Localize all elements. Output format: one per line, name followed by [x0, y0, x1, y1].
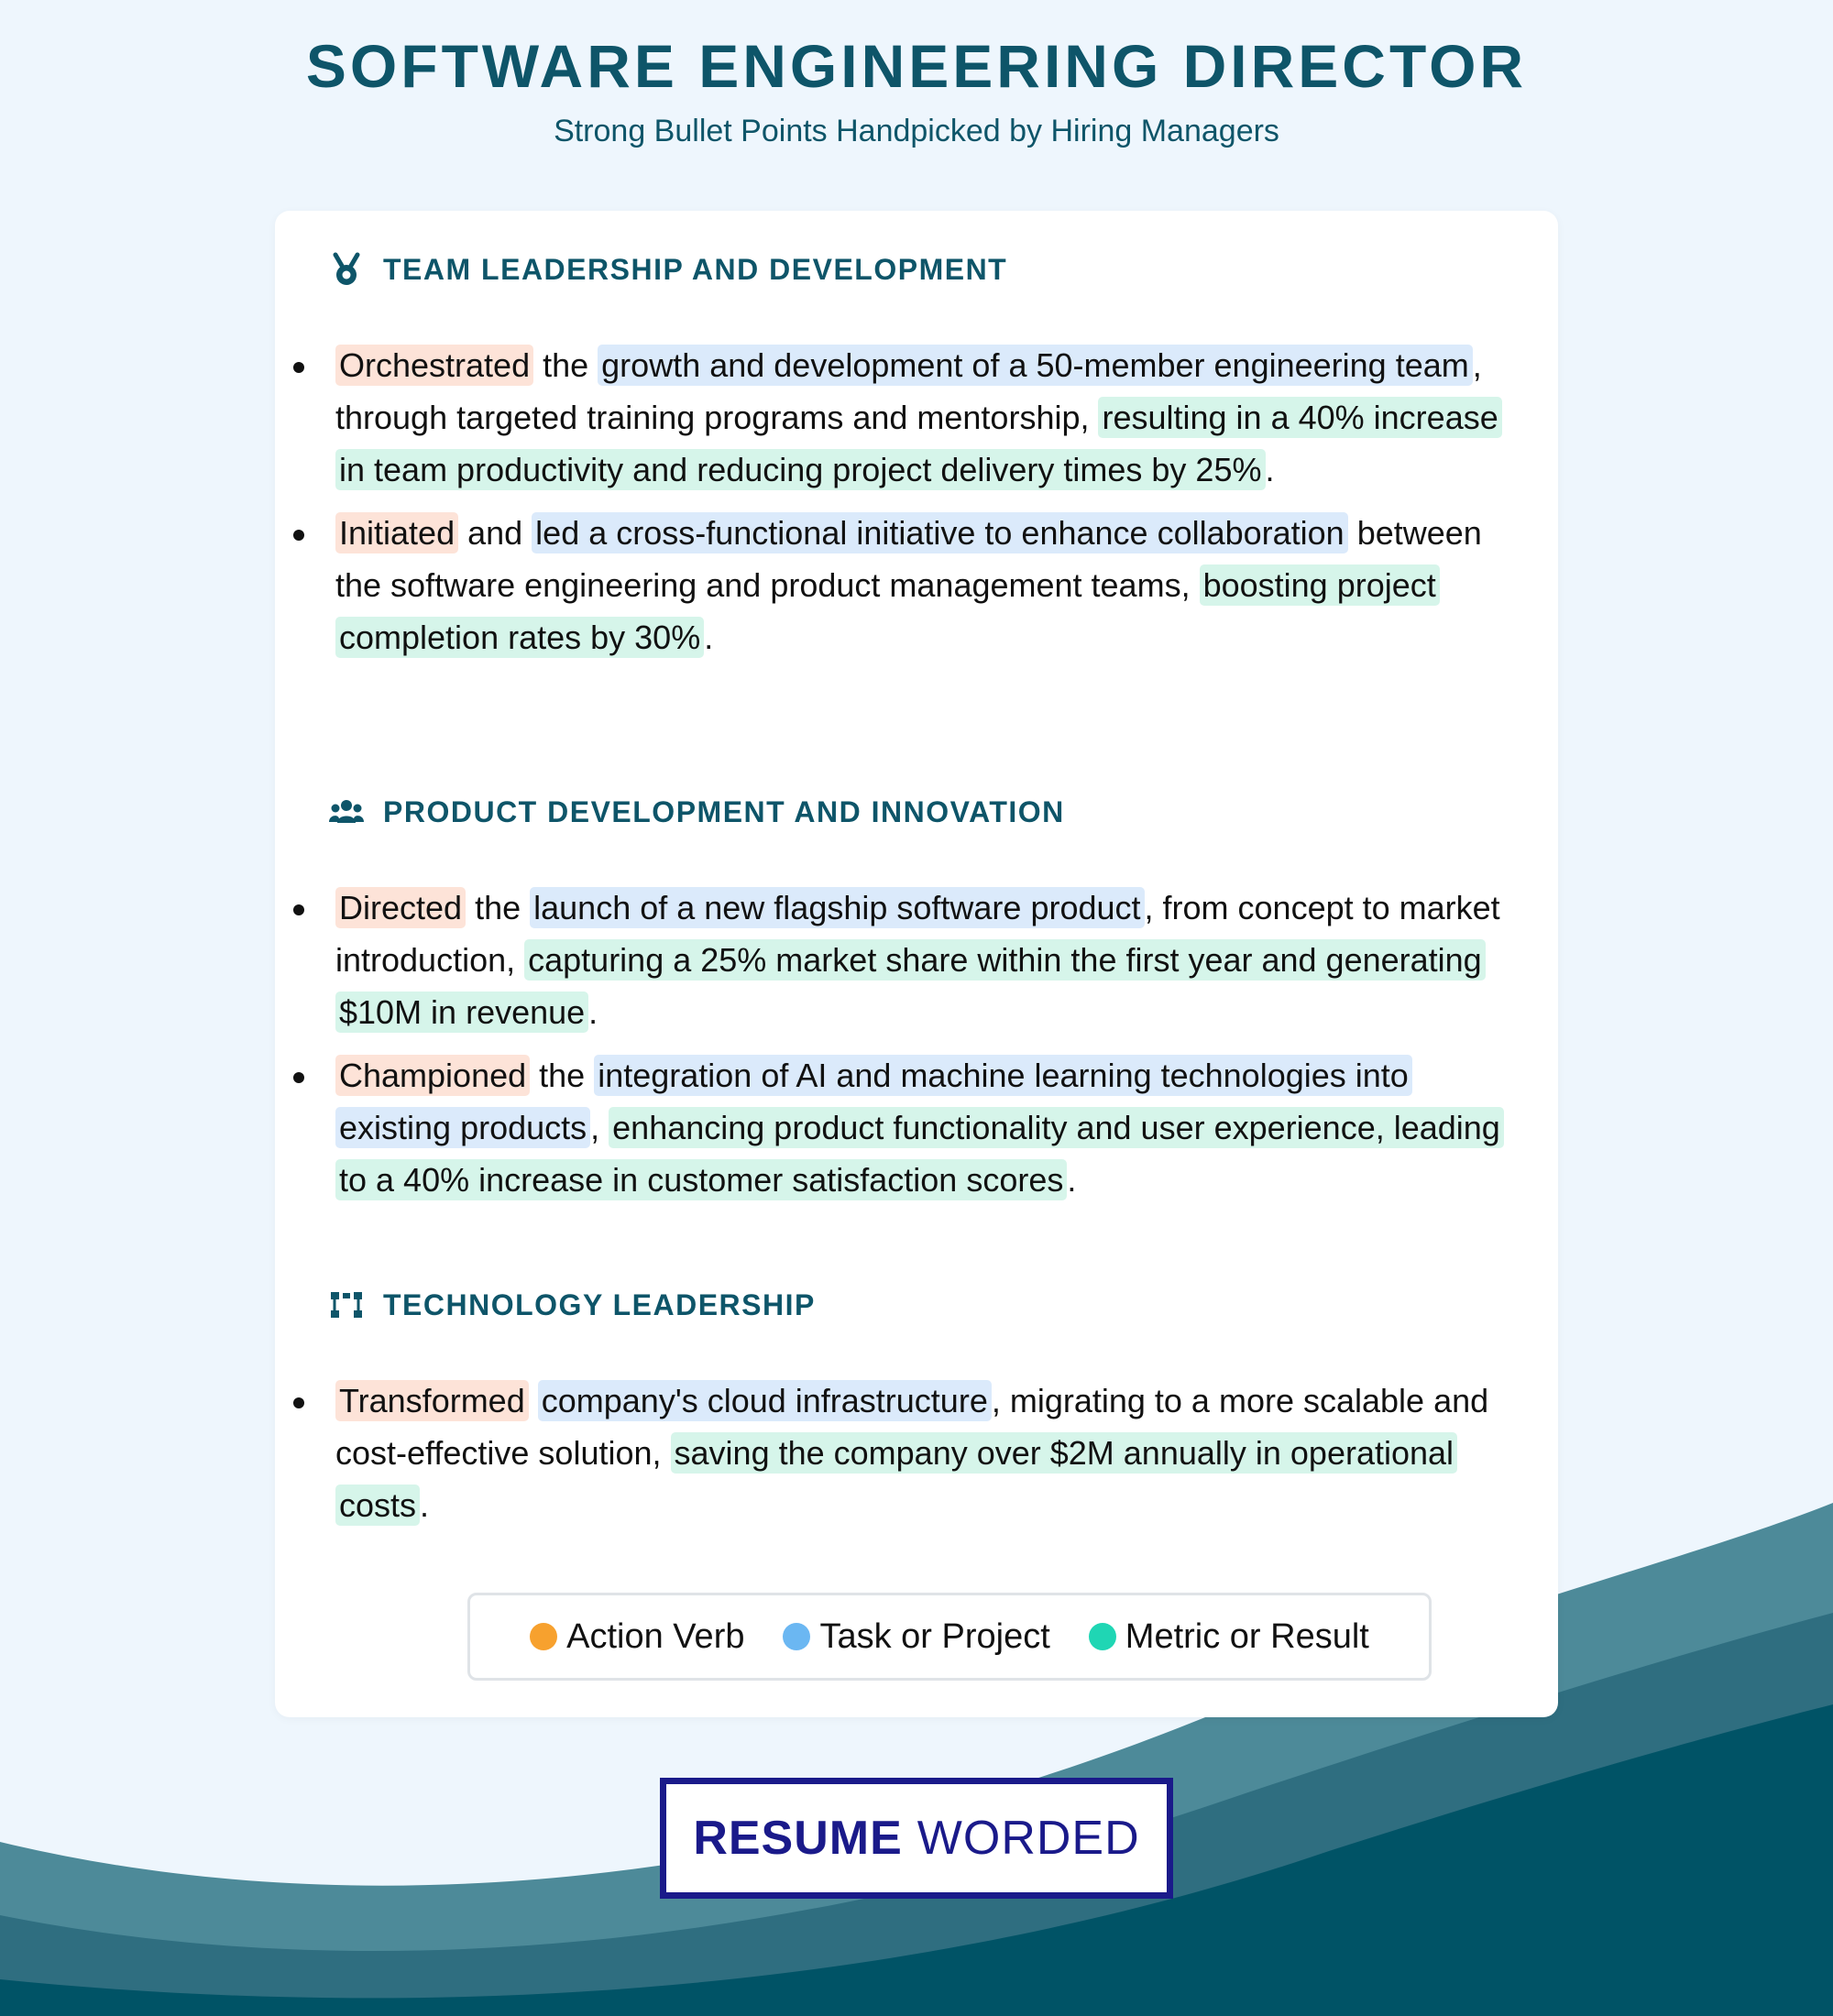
bullet-text-segment: the: [533, 346, 598, 384]
legend-item-action-verb: [530, 1617, 744, 1657]
bullet-text-segment: the: [466, 889, 531, 926]
users-icon: [328, 794, 365, 830]
action-verb-highlight: Initiated: [335, 512, 458, 553]
bullet-text-segment: , from concept to market introduction,: [335, 889, 1500, 979]
bullet-text-segment: ,: [590, 1109, 609, 1146]
section-heading-product-development: [328, 794, 1065, 830]
bullet-text: [335, 512, 1482, 658]
action-verb-highlight: Directed: [335, 887, 466, 928]
bullet-dot: [293, 1072, 304, 1083]
bullet-text: [335, 345, 1502, 490]
section-heading-team-leadership: [328, 251, 1007, 288]
section-heading-text: TEAM LEADERSHIP AND DEVELOPMENT: [383, 252, 1008, 286]
bullet-dot: [293, 904, 304, 915]
bullet-text-segment: .: [1067, 1161, 1077, 1199]
action-verb-highlight: Transformed: [335, 1380, 529, 1421]
bullet-item: [335, 339, 1527, 496]
legend-item-metric-or-result: [1089, 1617, 1369, 1657]
bullet-text-segment: .: [1265, 451, 1275, 488]
legend-swatch: [783, 1623, 810, 1650]
medal-icon: [328, 251, 365, 288]
bullet-text-segment: the: [530, 1057, 595, 1094]
task-highlight: growth and development of a 50-member engineering team: [598, 345, 1473, 386]
bullet-points-card: [275, 211, 1558, 1717]
bullet-text-segment: and: [458, 514, 532, 552]
bullet-text: [335, 887, 1500, 1033]
brand-logo-part2: WORDED: [916, 1812, 1140, 1865]
section-heading-text: PRODUCT DEVELOPMENT AND INNOVATION: [383, 794, 1065, 828]
bullet-item: [335, 1049, 1527, 1206]
metric-highlight: resulting in a 40% increase in team productivity and reducing project delivery times by 25%: [335, 397, 1502, 490]
metric-highlight: boosting project completion rates by 30%: [335, 564, 1440, 658]
section-heading-text: TECHNOLOGY LEADERSHIP: [383, 1287, 816, 1321]
metric-highlight: enhancing product functionality and user experience, leading to a 40% increase in customer satisfaction scores: [335, 1107, 1504, 1200]
action-verb-highlight: Orchestrated: [335, 345, 533, 386]
legend-item-task-or-project: [783, 1617, 1049, 1657]
action-verb-highlight: Championed: [335, 1055, 530, 1096]
metric-highlight: capturing a 25% market share within the first year and generating $10M in revenue: [335, 939, 1486, 1033]
bullet-dot: [293, 362, 304, 373]
bullet-text-segment: .: [588, 993, 598, 1031]
highlight-legend: [467, 1593, 1432, 1681]
bullet-text-segment: .: [420, 1486, 430, 1524]
task-highlight: company's cloud infrastructure: [538, 1380, 992, 1421]
bullet-text-segment: , through targeted training programs and mentorship,: [335, 346, 1482, 436]
section-heading-technology-leadership: [328, 1287, 816, 1323]
bullet-item: [335, 882, 1527, 1038]
section-bullets-team-leadership: [335, 339, 1527, 674]
bullet-text-segment: [529, 1382, 538, 1419]
bullet-item: [335, 507, 1527, 663]
section-bullets-technology-leadership: [335, 1375, 1527, 1542]
bullet-dot: [293, 530, 304, 541]
bullet-dot: [293, 1397, 304, 1408]
section-bullets-product-development: [335, 882, 1527, 1217]
brand-logo[interactable]: [660, 1778, 1173, 1899]
legend-label: Task or Project: [819, 1616, 1050, 1656]
diagram-icon: [328, 1287, 365, 1323]
bullet-text-segment: between the software engineering and product management teams,: [335, 514, 1482, 604]
task-highlight: launch of a new flagship software product: [530, 887, 1144, 928]
bullet-text: [335, 1055, 1504, 1200]
legend-label: Metric or Result: [1125, 1616, 1369, 1656]
bullet-text: [335, 1380, 1488, 1526]
bullet-text-segment: .: [704, 619, 714, 656]
task-highlight: led a cross-functional initiative to enhance collaboration: [532, 512, 1348, 553]
page-title: SOFTWARE ENGINEERING DIRECTOR: [305, 32, 1528, 100]
legend-label: Action Verb: [566, 1616, 745, 1656]
brand-logo-part1: RESUME: [693, 1812, 903, 1865]
legend-swatch: [530, 1623, 557, 1650]
legend-swatch: [1089, 1623, 1116, 1650]
metric-highlight: saving the company over $2M annually in operational costs: [335, 1432, 1457, 1526]
bullet-text-segment: , migrating to a more scalable and cost-effective solution,: [335, 1382, 1489, 1472]
task-highlight: integration of AI and machine learning technologies into existing products: [335, 1055, 1412, 1148]
bullet-item: [335, 1375, 1527, 1531]
page-subtitle: Strong Bullet Points Handpicked by Hiring Managers: [554, 114, 1279, 148]
